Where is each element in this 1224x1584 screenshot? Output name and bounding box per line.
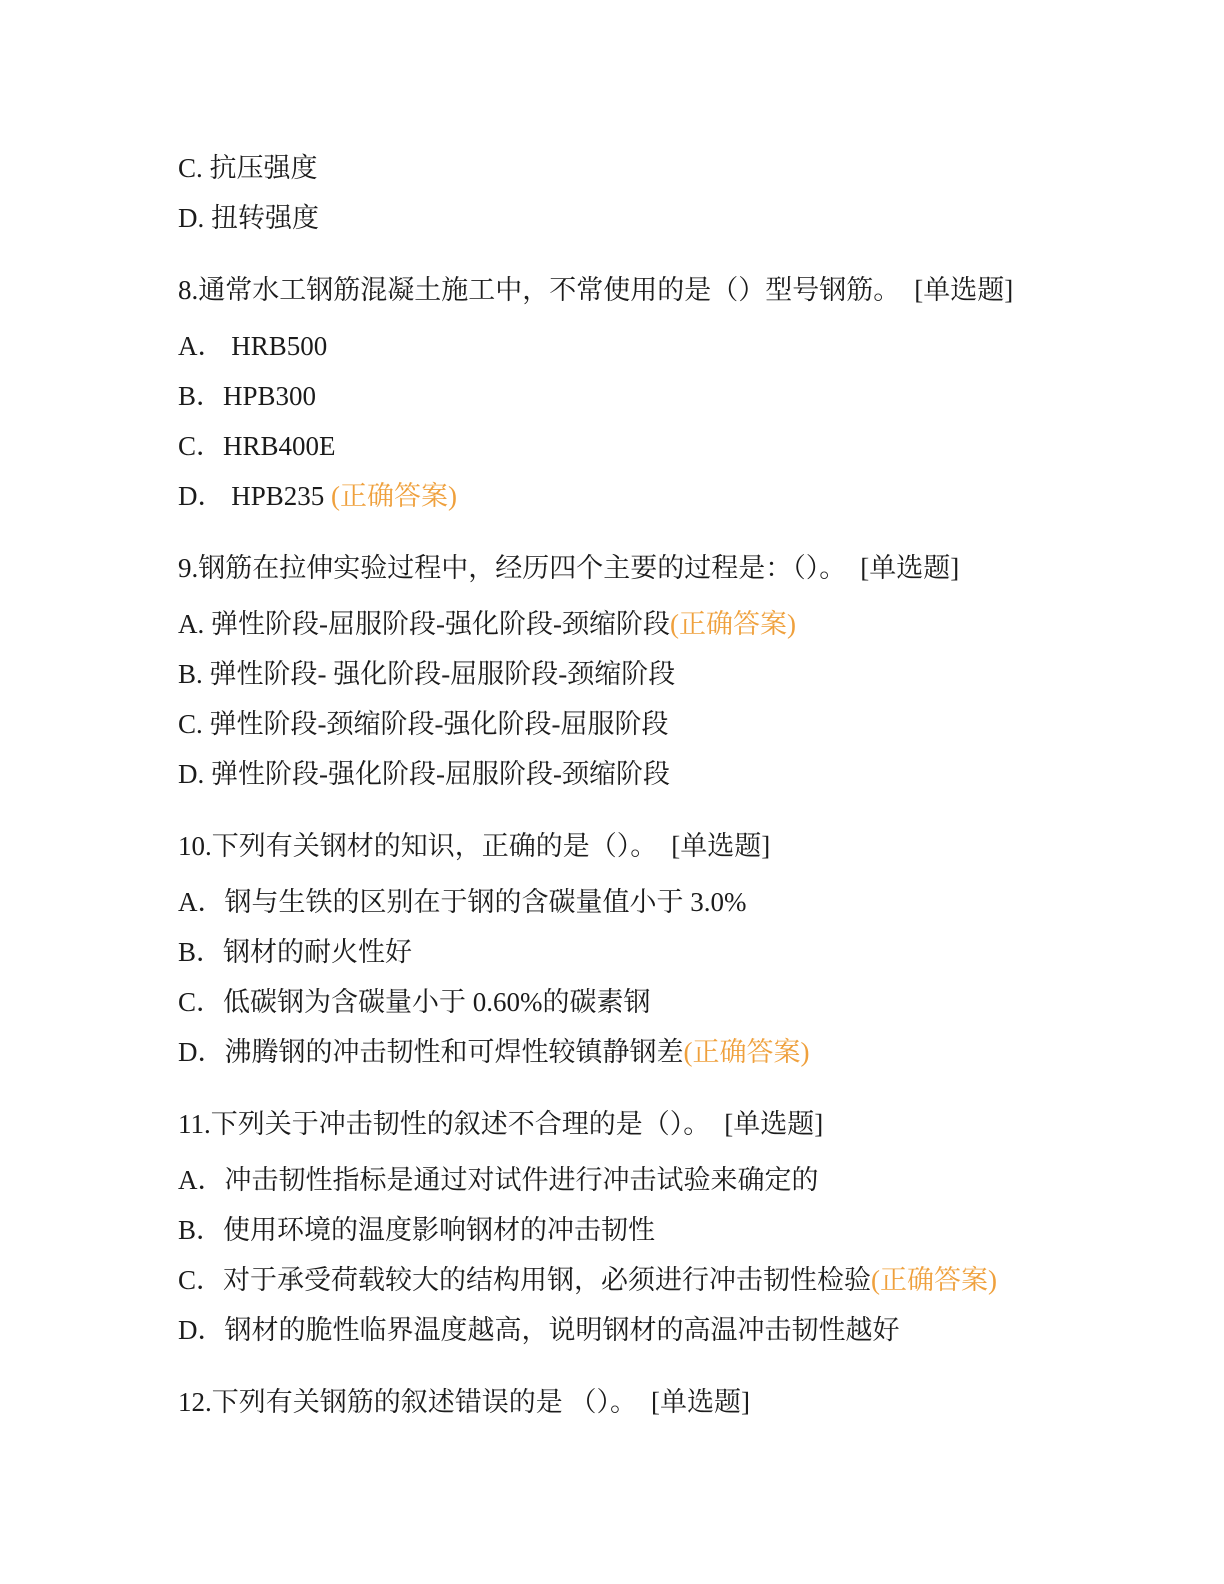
option-text: B．使用环境的温度影响钢材的冲击韧性 (178, 1215, 656, 1245)
option-text: C．HRB400E (178, 431, 336, 461)
option-line (178, 749, 1164, 799)
question-stem: 10.下列有关钢材的知识，正确的是（）。 (178, 831, 658, 861)
option-text: A．冲击韧性指标是通过对试件进行冲击试验来确定的 (178, 1165, 819, 1195)
option-text: B．钢材的耐火性好 (178, 937, 413, 967)
option-text: A． HRB500 (178, 331, 328, 361)
option-line (178, 977, 1164, 1027)
option-text: D． HPB235 (178, 481, 332, 511)
option-line (178, 927, 1164, 977)
question-type-tag: [单选题] (671, 831, 771, 861)
option-text: D．沸腾钢的冲击韧性和可焊性较镇静钢差 (178, 1037, 684, 1067)
option-text: C．对于承受荷载较大的结构用钢，必须进行冲击韧性检验 (178, 1265, 872, 1295)
option-text: A．钢与生铁的区别在于钢的含碳量值小于 3.0% (178, 887, 747, 917)
option-line (178, 699, 1164, 749)
correct-answer-label: (正确答案) (871, 1265, 997, 1295)
option-line (178, 877, 1164, 927)
question-line (178, 821, 1164, 871)
option-text: A. 弹性阶段-屈服阶段-强化阶段-颈缩阶段 (178, 609, 670, 639)
correct-answer-label: (正确答案) (669, 609, 796, 639)
question-type-tag: [单选题] (724, 1109, 824, 1139)
correct-answer-label: (正确答案) (331, 481, 458, 511)
option-line (178, 649, 1164, 699)
question-type-tag: [单选题] (860, 553, 960, 583)
option-line (178, 421, 1164, 471)
option-line (178, 1027, 1164, 1077)
option-text: B．HPB300 (178, 381, 317, 411)
question-line (178, 1377, 1164, 1427)
question-stem: 8.通常水工钢筋混凝土施工中，不常使用的是（）型号钢筋。 (178, 275, 901, 305)
option-text: D. 扭转强度 (178, 203, 319, 233)
question-stem: 9.钢筋在拉伸实验过程中，经历四个主要的过程是：（）。 (178, 553, 847, 583)
option-line (178, 321, 1164, 371)
option-line (178, 471, 1164, 521)
option-line (178, 1255, 1164, 1305)
correct-answer-label: (正确答案) (683, 1037, 810, 1067)
question-list (178, 143, 1164, 1427)
option-line (178, 193, 1164, 243)
option-text: B. 弹性阶段- 强化阶段-屈服阶段-颈缩阶段 (178, 659, 676, 689)
option-text: C. 弹性阶段-颈缩阶段-强化阶段-屈服阶段 (178, 709, 669, 739)
option-line (178, 1305, 1164, 1355)
option-line (178, 599, 1164, 649)
option-line (178, 143, 1164, 193)
question-line (178, 543, 1164, 593)
question-type-tag: [单选题] (914, 275, 1014, 305)
question-stem: 12.下列有关钢筋的叙述错误的是 （）。 (178, 1387, 637, 1417)
question-type-tag: [单选题] (651, 1387, 750, 1417)
option-text: D. 弹性阶段-强化阶段-屈服阶段-颈缩阶段 (178, 759, 670, 789)
question-line (178, 265, 1164, 315)
option-text: C．低碳钢为含碳量小于 0.60%的碳素钢 (178, 987, 651, 1017)
option-text: D．钢材的脆性临界温度越高，说明钢材的高温冲击韧性越好 (178, 1315, 900, 1345)
option-line (178, 1155, 1164, 1205)
option-line (178, 1205, 1164, 1255)
option-line (178, 371, 1164, 421)
question-line (178, 1099, 1164, 1149)
option-text: C. 抗压强度 (178, 153, 318, 183)
question-stem: 11.下列关于冲击韧性的叙述不合理的是（）。 (178, 1109, 711, 1139)
